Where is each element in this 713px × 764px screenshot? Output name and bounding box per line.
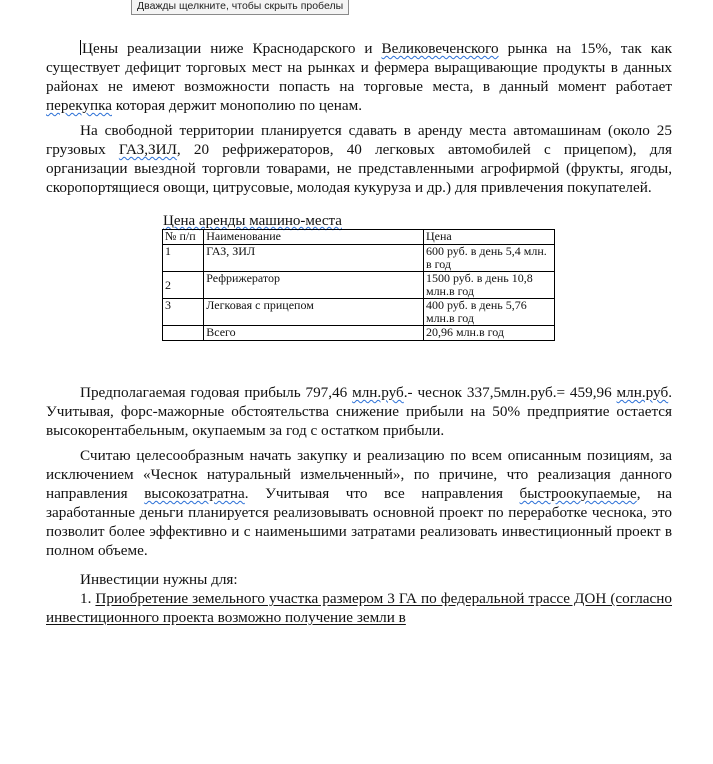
table-header-row [163,230,555,245]
p3-text-3: . Учитывая, форс-мажорные обстоятельства снижение прибыли на 50% предприятие остается высокорентабельным, окупаемым за год с остатком прибыли. [46,384,672,439]
p4-text-3: , на заработанные деньги планируется реализовывать основной проект по переработке чеснока, это позволит более эффективно и с наименьшими затратами реализовать инвестиционный проект в полном объеме. [46,485,672,559]
list-item [46,589,672,627]
row-name-cell: ГАЗ, ЗИЛ [204,245,424,272]
paragraph-rental-plan [46,121,672,197]
header-cell-number: № п/п [163,230,204,245]
list-item-text: Приобретение земельного участка размером 3 ГА по федеральной трассе ДОН (согласно инвестиционного проекта возможно получение земли в [46,590,672,626]
row-number-cell: 2 [163,272,204,299]
p1-text-3: которая держит монополию по ценам. [111,97,363,114]
table-row [163,272,555,299]
header-cell-price: Цена [423,230,554,245]
p3-text-2: .- чеснок 337,5млн.руб.= 459,96 [403,384,617,401]
row-number-cell: 3 [163,299,204,326]
paragraph-recommendation [46,446,672,560]
paragraph-profit [46,383,672,440]
total-value-cell: 20,96 млн.в год [423,326,554,341]
p1-spellcheck-1: Великовеченского [381,40,499,57]
p2-text-1: На свободной территории планируется сдавать в аренду места автомашинам (около 25 грузовых [46,122,672,158]
paragraph-market-prices [46,39,672,115]
p3-text-1: Предполагаемая годовая прибыль 797,46 [80,384,353,401]
row-name-cell: Легковая с прицепом [204,299,424,326]
header-cell-name: Наименование [204,230,424,245]
text-cursor [80,40,81,55]
row-number-cell [163,326,204,341]
p4-spellcheck-1: высокозатратна [144,485,245,502]
table-row [163,299,555,326]
p3-spellcheck-1: млн.руб [352,384,404,401]
p2-text-2: , 20 рефрижераторов, 40 легковых автомобилей с прицепом), для организации выездной торговли товарами, не представленными агрофирмой (фрукты, ягоды, скоропортящиеся овощи, цитрусовые, молодая кукуруза и др.) для привлечения покупателей. [46,141,672,196]
p3-spellcheck-2: млн.руб [616,384,669,401]
p1-text-1: Цены реализации ниже Краснодарского и [82,40,382,57]
p1-spellcheck-2: перекупка [46,97,112,114]
table-total-row [163,326,555,341]
row-number-cell: 1 [163,245,204,272]
paragraph-investments-heading: Инвестиции нужны для: [80,571,238,588]
rental-price-table [162,229,555,341]
row-price-cell: 400 руб. в день 5,76 млн.в год [423,299,554,326]
p4-text-1: Считаю целесообразным начать закупку и реализацию по всем описанным позициям, за исключением «Чеснок натуральный измельченный», по причине, что реализация данного направления [46,447,672,502]
hide-whitespace-tooltip[interactable]: Дважды щелкните, чтобы скрыть пробелы [131,0,349,15]
table-caption: Цена аренды машино-места [163,213,342,229]
table-row [163,245,555,272]
row-name-cell: Рефрижератор [204,272,424,299]
p2-spellcheck-1: ГАЗ,ЗИЛ [118,141,177,158]
p4-spellcheck-2: быстроокупаемые [519,485,637,502]
row-price-cell: 600 руб. в день 5,4 млн. в год [423,245,554,272]
list-item-number: 1. [80,590,96,607]
total-label-cell: Всего [204,326,424,341]
p4-text-2: . Учитывая что все направления [244,485,520,502]
p1-text-2: рынка на 15%, так как существует дефицит торговых мест на рынках и фермера выращивающие продукты в данных районах не имеют возможности попасть на торговые места, в данный момент работает [46,40,672,95]
row-price-cell: 1500 руб. в день 10,8 млн.в год [423,272,554,299]
